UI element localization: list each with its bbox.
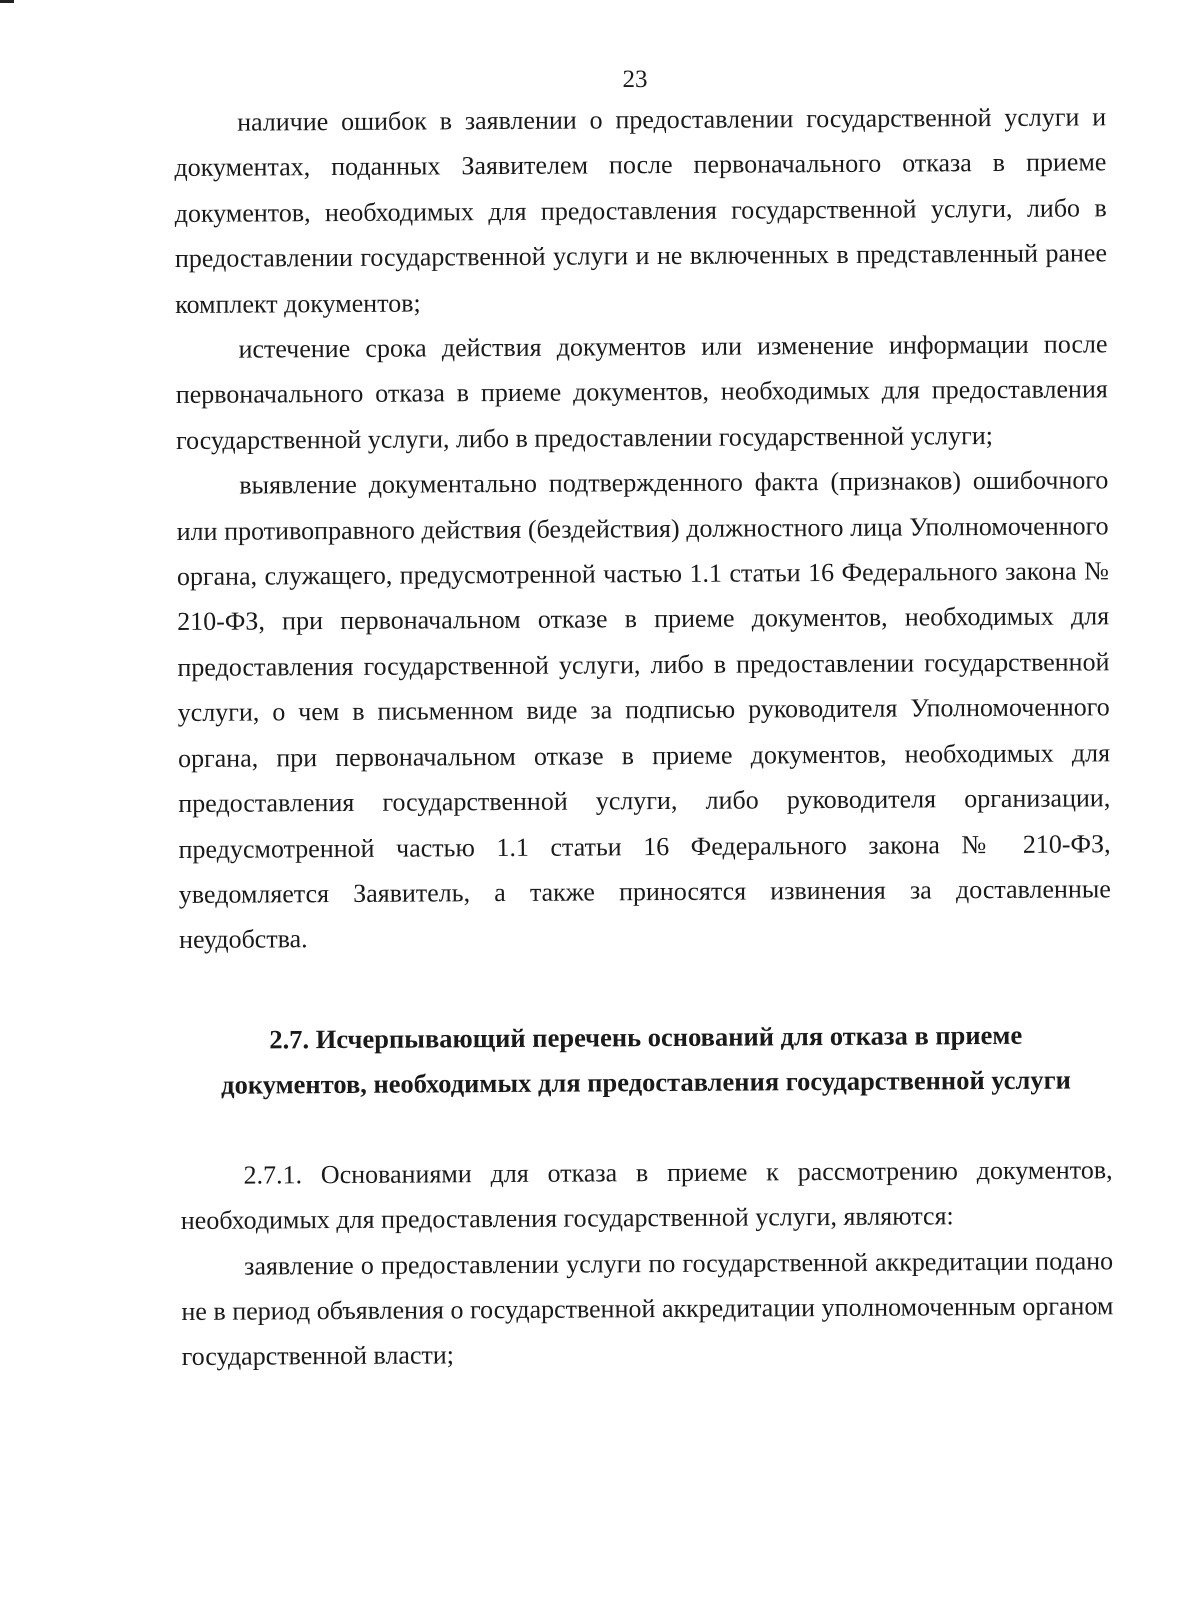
section-heading-line2: документов, необходимых для предоставления государственной услуги: [221, 1064, 1071, 1100]
scan-corner-mark: [0, 0, 14, 3]
paragraph-expiration: истечение срока действия документов или изменение информации после первоначального отказа в приеме документов, необходимых для предоставления государственной услуги, либо в предоставлении государственной услуги;: [175, 329, 1108, 455]
paragraph-errors: наличие ошибок в заявлении о предоставлении государственной услуги и документах, поданных Заявителем после первоначального отказа в приеме документов, необходимых для предоставления государственной услуги, либо в предоставлении государственной услуги и не включенных в представленный ранее комплект документов;: [174, 102, 1108, 319]
section-heading-line1: 2.7. Исчерпывающий перечень оснований для отказа в приеме: [269, 1019, 1023, 1055]
page-number: 23: [622, 66, 648, 93]
paragraph-violation: выявление документально подтвержденного факта (признаков) ошибочного или противоправного действия (бездействия) должностного лица Уполномоченного органа, служащего, предусмотренной частью 1.1 статьи 16 Федерального закона № 210-ФЗ, при первоначальном отказе в приеме документов, необходимых для предоставления государственной услуги, либо в предоставлении государственной услуги, о чем в письменном виде за подписью руководителя Уполномоченного органа, при первоначальном отказе в приеме документов, необходимых для предоставления государственной услуги, либо руководителя организации, предусмотренной частью 1.1 статьи 16 Федерального закона № 210-ФЗ, уведомляется Заявитель, а также приносятся извинения за доставленные неудобства.: [176, 465, 1111, 955]
document-body: [174, 94, 1114, 1379]
paragraph-accreditation-period: заявление о предоставлении услуги по государственной аккредитации подано не в период объявления о государственной аккредитации уполномоченным органом государственной власти;: [181, 1245, 1114, 1372]
paragraph-2-7-1: 2.7.1. Основаниями для отказа в приеме к рассмотрению документов, необходимых для предоставления государственной услуги, являются:: [180, 1155, 1113, 1236]
section-heading: [180, 1012, 1113, 1108]
